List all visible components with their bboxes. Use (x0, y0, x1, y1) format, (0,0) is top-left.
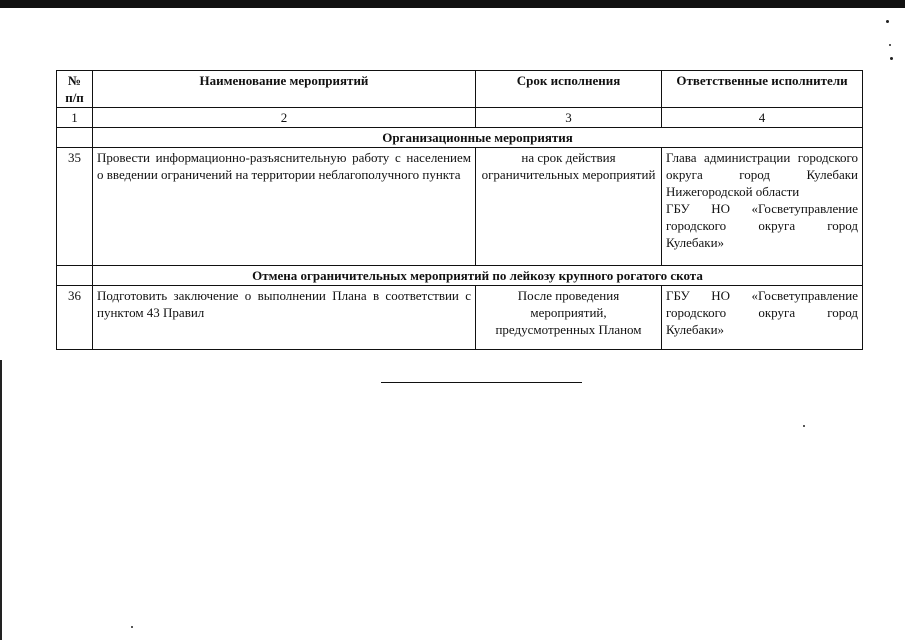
header-term: Срок исполнения (476, 71, 662, 108)
col-number-2: 2 (93, 108, 476, 128)
row-responsible (662, 148, 863, 266)
responsible-line: ГБУ НО «Госветуправление городского округа город Кулебаки» (666, 288, 858, 337)
section-row (57, 128, 863, 148)
scan-left-edge (0, 360, 2, 640)
scan-speck (889, 44, 891, 46)
row-num: 36 (57, 286, 93, 350)
closing-rule (381, 382, 582, 383)
col-number-1: 1 (57, 108, 93, 128)
header-responsible: Ответственные исполнители (662, 71, 863, 108)
row-num: 35 (57, 148, 93, 266)
section-row (57, 266, 863, 286)
table-header-row (57, 71, 863, 108)
table-row (57, 286, 863, 350)
scan-speck (131, 626, 133, 628)
section-num-empty (57, 266, 93, 286)
row-term: После проведения мероприятий, предусмотренных Планом (476, 286, 662, 350)
col-number-4: 4 (662, 108, 863, 128)
row-name: Подготовить заключение о выполнении Плана в соответствии с пунктом 43 Правил (93, 286, 476, 350)
col-number-3: 3 (476, 108, 662, 128)
measures-table (56, 70, 863, 350)
row-responsible (662, 286, 863, 350)
header-num: № п/п (57, 71, 93, 108)
responsible-line: ГБУ НО «Госветуправление городского округа город Кулебаки» (666, 201, 858, 250)
scan-speck (803, 425, 805, 427)
scan-top-border (0, 0, 905, 8)
row-term: на срок действия ограничительных мероприятий (476, 148, 662, 266)
section-title: Организационные мероприятия (93, 128, 863, 148)
scan-speck (890, 57, 893, 60)
column-number-row (57, 108, 863, 128)
table-row (57, 148, 863, 266)
header-name: Наименование мероприятий (93, 71, 476, 108)
responsible-line: Глава администрации городского округа город Кулебаки Нижегородской области (666, 150, 858, 199)
section-num-empty (57, 128, 93, 148)
scan-speck (886, 20, 889, 23)
section-title: Отмена ограничительных мероприятий по лейкозу крупного рогатого скота (93, 266, 863, 286)
row-name: Провести информационно-разъяснительную работу с населением о введении ограничений на территории неблагополучного пункта (93, 148, 476, 266)
